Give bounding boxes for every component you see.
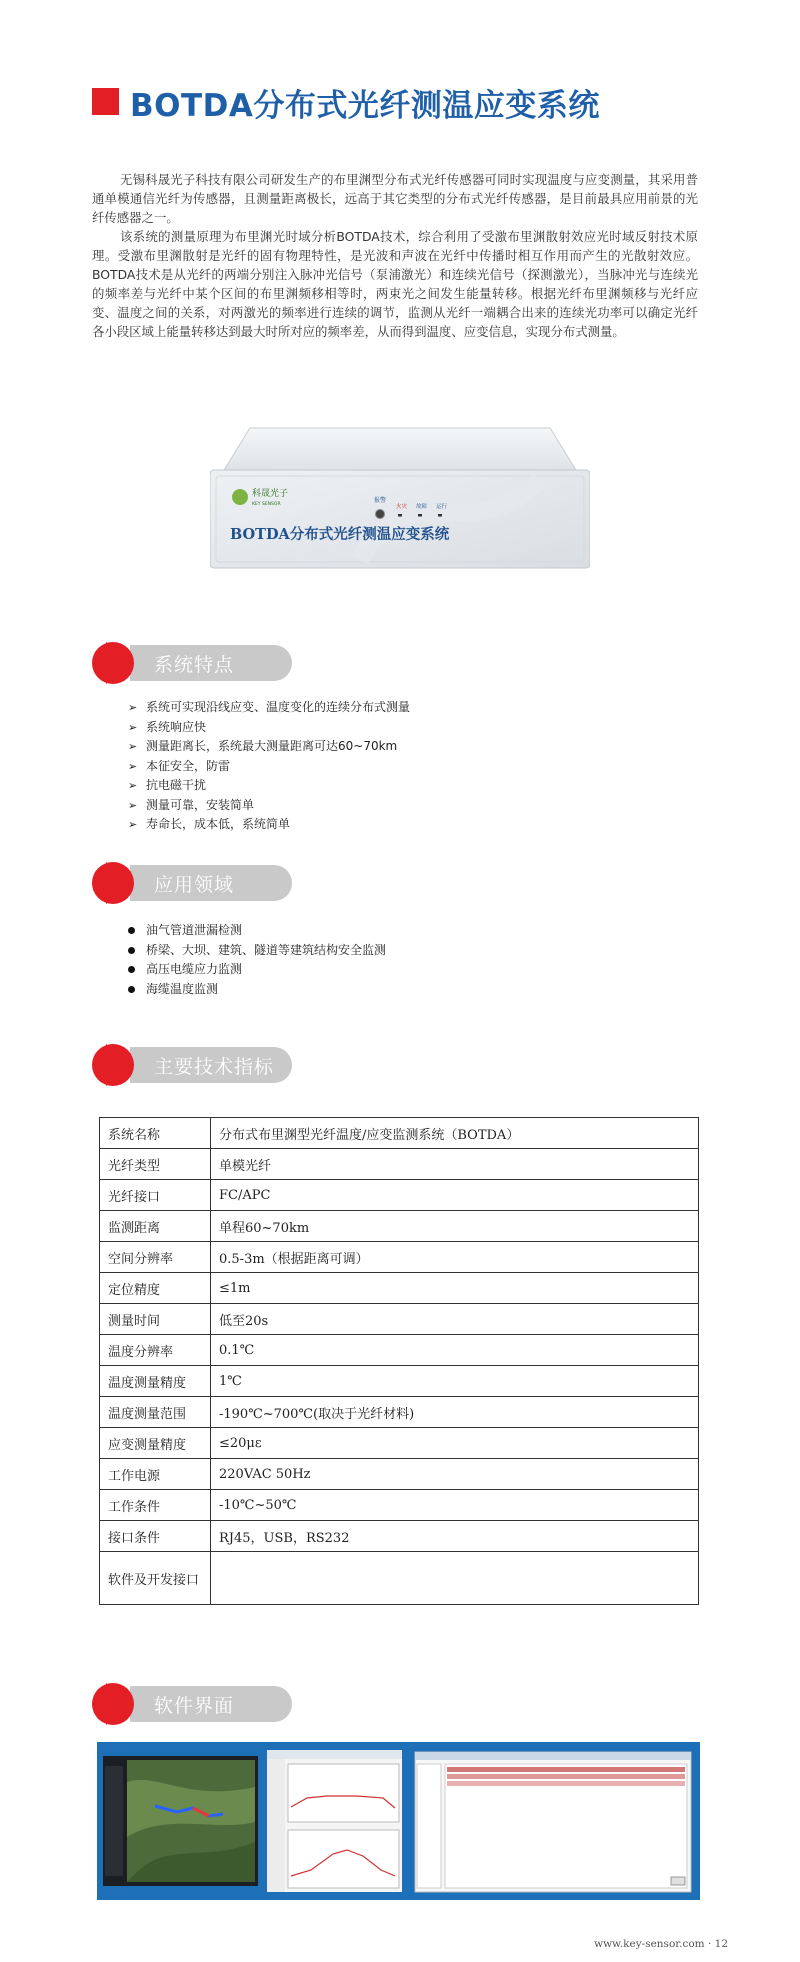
spec-value <box>211 1552 699 1605</box>
section-title-applications: 应用领域 <box>154 874 235 896</box>
spec-row <box>100 1211 699 1242</box>
device-image <box>210 410 590 570</box>
spec-key: 监测距离 <box>100 1211 211 1242</box>
spec-value: FC/APC <box>211 1180 699 1211</box>
spec-value: 单模光纤 <box>211 1149 699 1180</box>
alarm-button-icon <box>376 510 385 519</box>
feature-text: 本征安全，防雷 <box>146 758 231 773</box>
spec-value: ≤20με <box>211 1428 699 1459</box>
section-title-software: 软件界面 <box>154 1695 235 1717</box>
feature-item <box>128 815 410 835</box>
spec-row <box>100 1273 699 1304</box>
spec-value: -10℃~50℃ <box>211 1490 699 1521</box>
section-header-features <box>92 642 292 684</box>
spec-key: 温度测量范围 <box>100 1397 211 1428</box>
application-item <box>128 921 386 941</box>
spec-value: 220VAC 50Hz <box>211 1459 699 1490</box>
features-list <box>128 698 410 835</box>
feature-item <box>128 737 410 757</box>
spec-row <box>100 1459 699 1490</box>
spec-key: 工作电源 <box>100 1459 211 1490</box>
spec-key: 光纤类型 <box>100 1149 211 1180</box>
spec-row <box>100 1397 699 1428</box>
spec-row <box>100 1149 699 1180</box>
spec-row <box>100 1242 699 1273</box>
software-curve-screenshot <box>267 1750 402 1892</box>
device-panel-title: BOTDA分布式光纤测温应变系统 <box>230 526 450 543</box>
section-header-specs <box>92 1044 292 1086</box>
software-screenshots <box>97 1742 700 1900</box>
spec-value: 低至20s <box>211 1304 699 1335</box>
arrow-bullet-icon: ➢ <box>128 740 138 753</box>
device-brand-cn: 科晟光子 <box>252 489 289 499</box>
title-marker <box>92 88 119 115</box>
application-text: 油气管道泄漏检测 <box>146 923 243 937</box>
feature-text: 系统响应快 <box>146 719 207 734</box>
spec-value: 1℃ <box>211 1366 699 1397</box>
feature-text: 寿命长，成本低，系统简单 <box>146 817 291 831</box>
section-header-applications <box>92 862 292 904</box>
spec-value: 0.5-3m（根据距离可调） <box>211 1242 699 1273</box>
section-header-software <box>92 1683 292 1725</box>
device-brand-en: KEY SENSOR <box>252 502 281 507</box>
section-arrow-icon <box>106 642 134 684</box>
dot-bullet-icon <box>128 927 135 934</box>
feature-text: 抗电磁干扰 <box>146 778 207 792</box>
feature-text: 测量可靠，安装简单 <box>146 797 255 812</box>
spec-table <box>99 1117 699 1605</box>
feature-text: 系统可实现沿线应变、温度变化的连续分布式测量 <box>146 700 411 714</box>
dot-bullet-icon <box>128 986 135 993</box>
spec-value: ≤1m <box>211 1273 699 1304</box>
software-map-screenshot <box>103 1756 258 1886</box>
spec-key: 应变测量精度 <box>100 1428 211 1459</box>
feature-item <box>128 776 410 796</box>
spec-key: 工作条件 <box>100 1490 211 1521</box>
feature-item <box>128 698 410 718</box>
application-item <box>128 980 386 1000</box>
spec-value: 分布式布里渊型光纤温度/应变监测系统（BOTDA） <box>211 1118 699 1149</box>
spec-row <box>100 1304 699 1335</box>
spec-row <box>100 1521 699 1552</box>
intro-paragraph-1: 无锡科晟光子科技有限公司研发生产的布里渊型分布式光纤传感器可同时实现温度与应变测量，其采用普通单模通信光纤为传感器，且测量距离极长，远高于其它类型的分布式光纤传感器，是目前最具应用前景的光纤传感器之一。 <box>92 172 698 225</box>
section-arrow-icon <box>106 1683 134 1725</box>
indicator-label-fire: 火灾 <box>396 504 408 510</box>
section-title-features: 系统特点 <box>154 654 235 676</box>
spec-key: 空间分辨率 <box>100 1242 211 1273</box>
applications-list <box>128 921 386 999</box>
section-arrow-icon <box>106 862 134 904</box>
feature-text: 测量距离长，系统最大测量距离可达60~70km <box>146 739 398 753</box>
spec-key: 光纤接口 <box>100 1180 211 1211</box>
spec-value: 0.1℃ <box>211 1335 699 1366</box>
feature-item <box>128 757 410 777</box>
application-item <box>128 960 386 980</box>
spec-key: 定位精度 <box>100 1273 211 1304</box>
spec-row <box>100 1180 699 1211</box>
spec-row <box>100 1552 699 1605</box>
application-text: 海缆温度监测 <box>146 981 219 996</box>
spec-row <box>100 1335 699 1366</box>
spec-key: 温度分辨率 <box>100 1335 211 1366</box>
page-footer: www.key-sensor.com · 12 <box>594 1938 728 1950</box>
spec-row <box>100 1366 699 1397</box>
spec-key: 温度测量精度 <box>100 1366 211 1397</box>
indicator-label-fault: 故障 <box>416 504 428 510</box>
fire-led-icon <box>398 514 402 517</box>
arrow-bullet-icon: ➢ <box>128 798 138 812</box>
spec-row <box>100 1118 699 1149</box>
arrow-bullet-icon: ➢ <box>128 779 138 792</box>
spec-value: RJ45，USB，RS232 <box>211 1521 699 1552</box>
section-arrow-icon <box>106 1044 134 1086</box>
arrow-bullet-icon: ➢ <box>128 701 138 714</box>
spec-key: 测量时间 <box>100 1304 211 1335</box>
intro-paragraph-2: 该系统的测量原理为布里渊光时域分析BOTDA技术，综合利用了受激布里渊散射效应光时域反射技术原理。受激布里渊散射是光纤的固有物理特性，是光波和声波在光纤中传播时相互作用而产生的光散射效应。BOTDA技术是从光纤的两端分别注入脉冲光信号（泵浦激光）和连续光信号（探测激光），当脉冲光与连续光的频率差与光纤中某个区间的布里渊频移相等时，两束光之间发生能量转移。根据光纤布里渊频移与光纤应变、温度之间的关系，对两激光的频率进行连续的调节，监测从光纤一端耦合出来的连续光功率可以确定光纤各小段区域上能量转移达到最大时所对应的频率差，从而得到温度、应变信息，实现分布式测量。 <box>92 229 698 339</box>
arrow-bullet-icon: ➢ <box>128 818 138 831</box>
indicator-label-alarm: 报警 <box>374 497 387 504</box>
dot-bullet-icon <box>128 947 135 954</box>
application-text: 桥梁、大坝、建筑、隧道等建筑结构安全监测 <box>146 942 387 957</box>
feature-item <box>128 718 410 738</box>
fault-led-icon <box>418 514 422 517</box>
dot-bullet-icon <box>128 966 135 973</box>
arrow-bullet-icon: ➢ <box>128 759 138 773</box>
page-title: BOTDA分布式光纤测温应变系统 <box>130 88 600 124</box>
spec-row <box>100 1428 699 1459</box>
spec-row <box>100 1490 699 1521</box>
run-led-icon <box>438 514 442 517</box>
spec-value: 单程60~70km <box>211 1211 699 1242</box>
spec-value: -190℃~700℃(取决于光纤材料) <box>211 1397 699 1428</box>
section-title-specs: 主要技术指标 <box>154 1056 275 1078</box>
software-table-screenshot <box>415 1752 691 1892</box>
indicator-label-run: 运行 <box>436 504 448 510</box>
spec-key: 软件及开发接口 <box>100 1552 211 1605</box>
arrow-bullet-icon: ➢ <box>128 720 138 734</box>
brand-logo-icon <box>232 489 248 505</box>
spec-key: 系统名称 <box>100 1118 211 1149</box>
application-text: 高压电缆应力监测 <box>146 962 243 976</box>
feature-item <box>128 796 410 816</box>
application-item <box>128 941 386 961</box>
intro-text <box>92 170 698 341</box>
spec-key: 接口条件 <box>100 1521 211 1552</box>
